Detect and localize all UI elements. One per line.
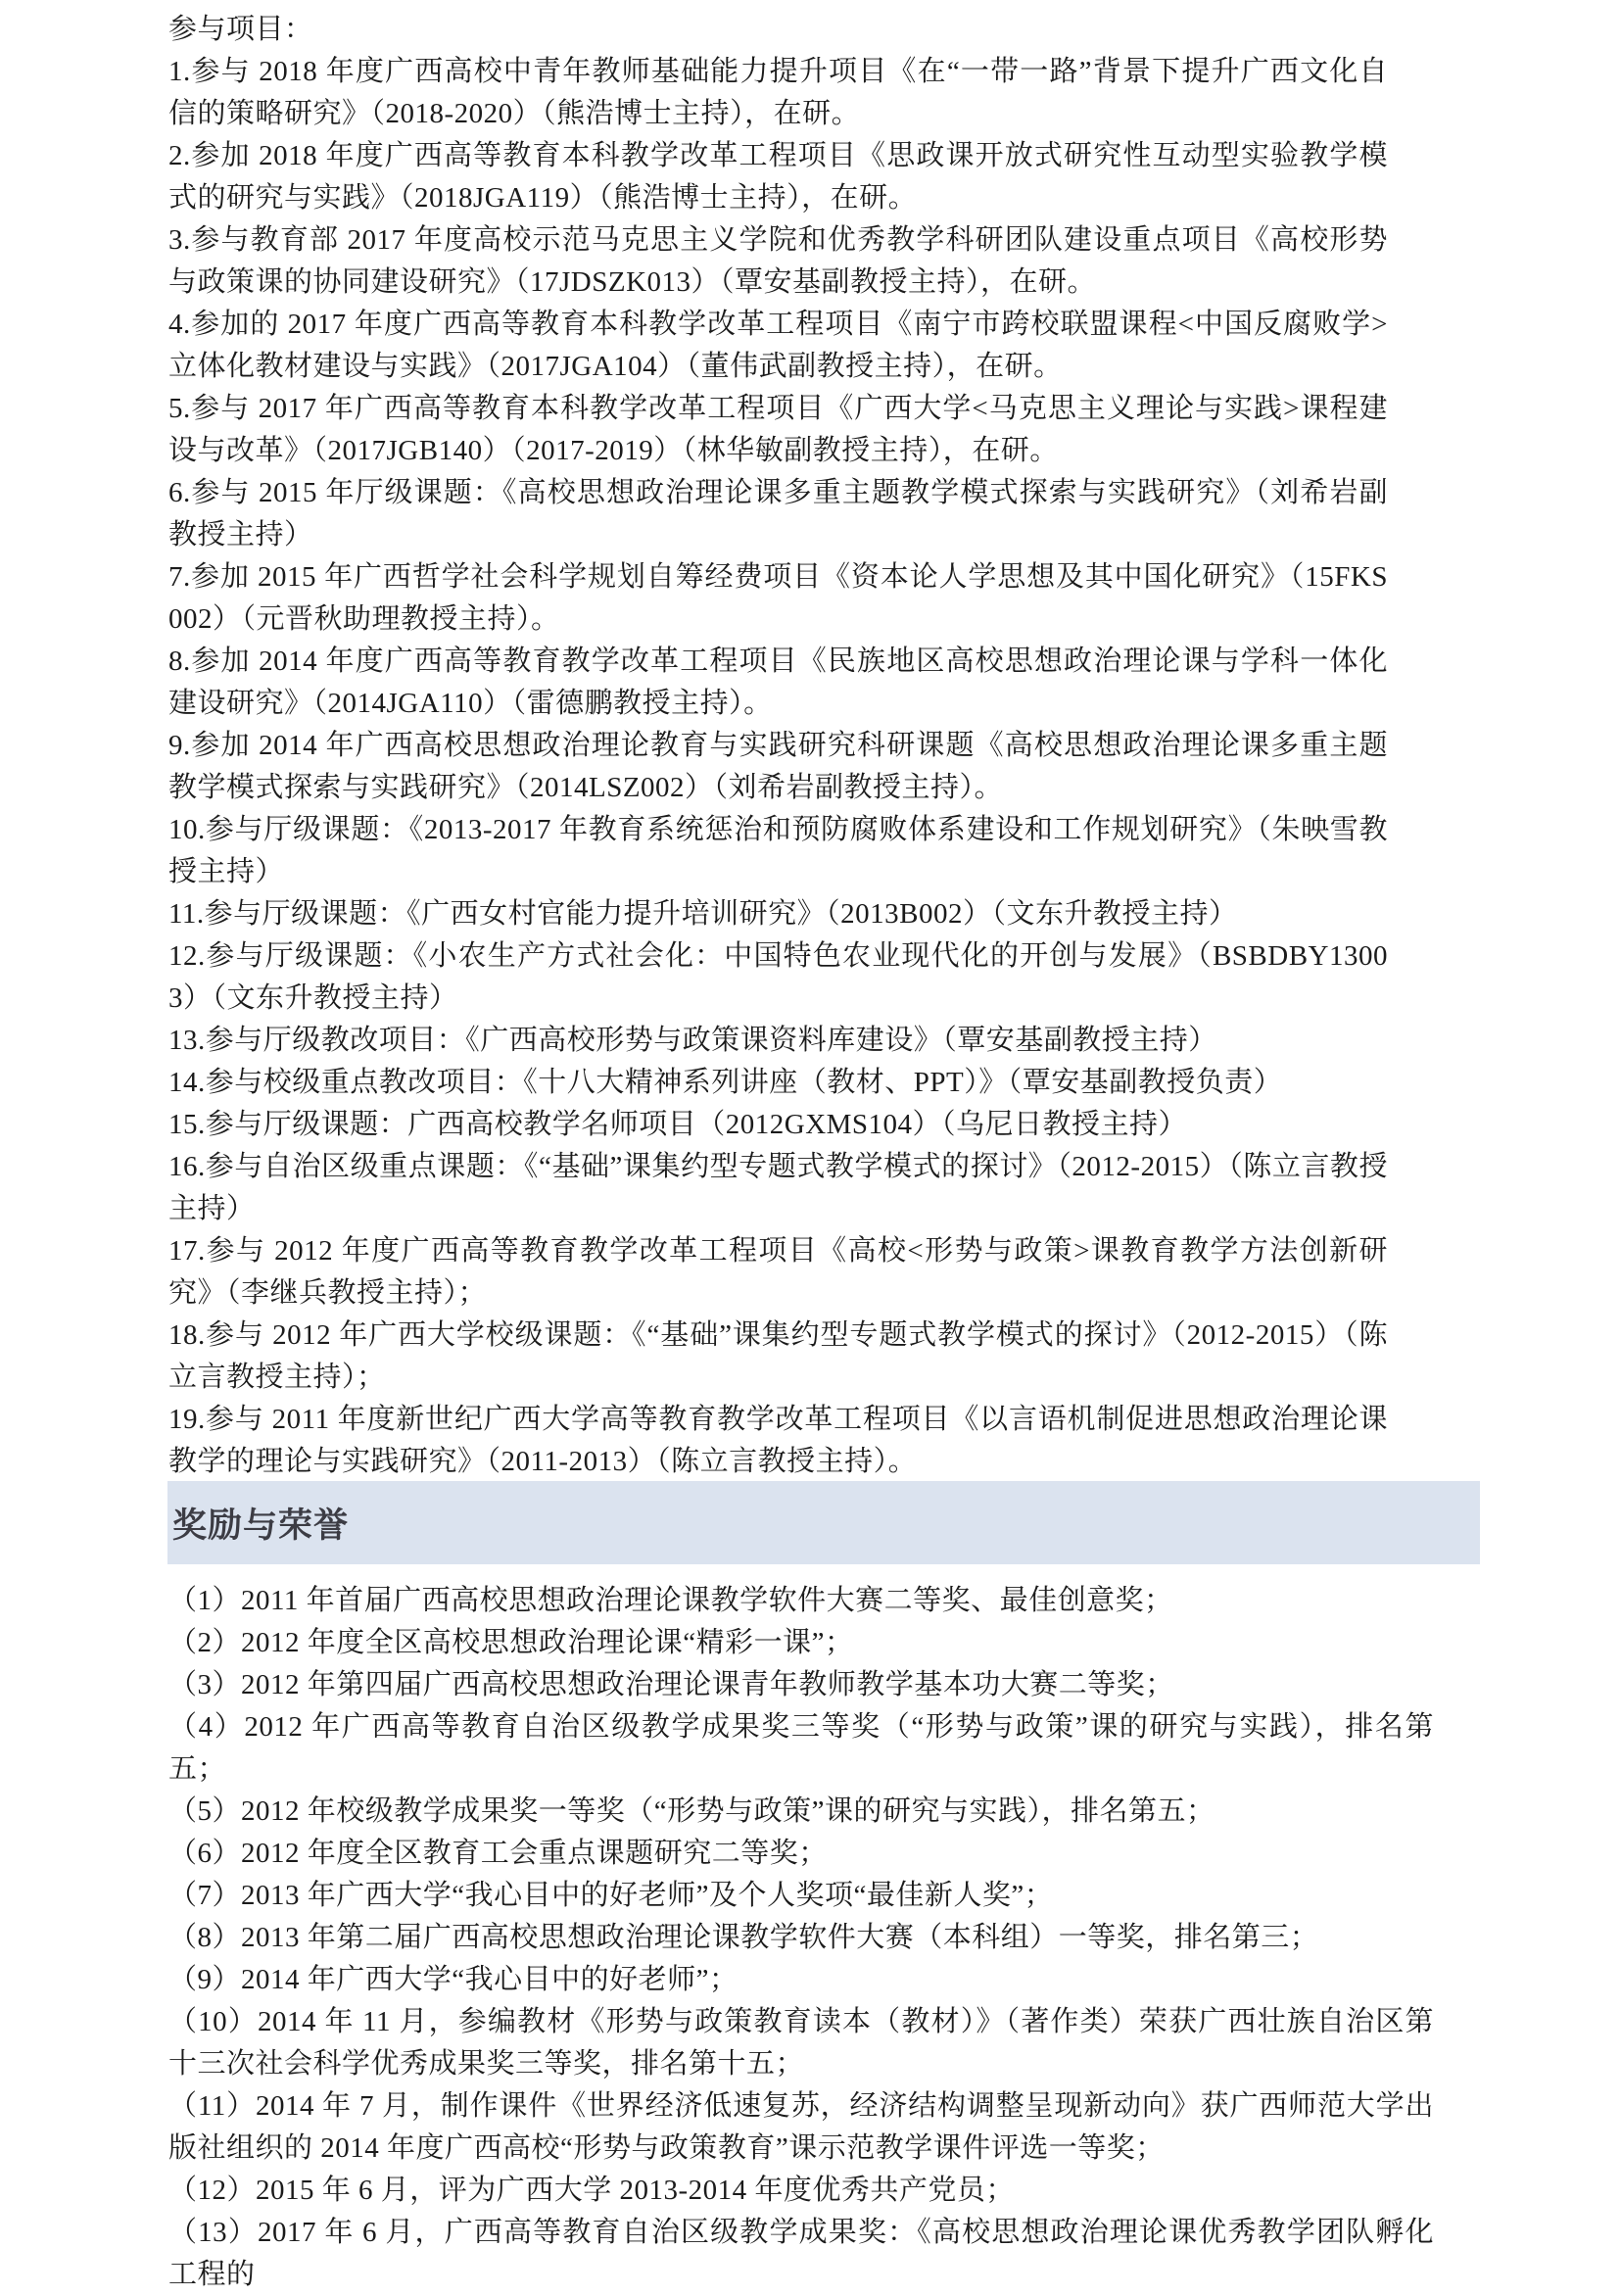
project-item: 13.参与厅级教改项目：《广西高校形势与政策课资料库建设》（覃安基副教授主持） (168, 1025, 1217, 1056)
award-item: （5）2012 年校级教学成果奖一等奖（“形势与政策”课的研究与实践），排名第五； (168, 1795, 1215, 1827)
project-item: 3.参与教育部 2017 年度高校示范马克思主义学院和优秀教学科研团队建设重点项目《高校形势与政策课的协同建设研究》（17JDSZK013）（覃安基副教授主持），在研。 (168, 224, 1388, 298)
project-item: 7.参加 2015 年广西哲学社会科学规划自筹经费项目《资本论人学思想及其中国化研究》（15FKS002）（元晋秋助理教授主持）。 (168, 561, 1388, 635)
projects-heading: 参与项目： (168, 14, 313, 45)
project-item: 15.参与厅级课题：广西高校教学名师项目（2012GXMS104）（乌尼日教授主持） (168, 1109, 1188, 1140)
project-item: 14.参与校级重点教改项目：《十八大精神系列讲座（教材、PPT）》（覃安基副教授负责） (168, 1067, 1283, 1098)
project-item: 8.参加 2014 年度广西高等教育教学改革工程项目《民族地区高校思想政治理论课与学科一体化建设研究》（2014JGA110）（雷德鹏教授主持）。 (168, 646, 1388, 719)
project-item: 19.参与 2011 年度新世纪广西大学高等教育教学改革工程项目《以言语机制促进思想政治理论课教学的理论与实践研究》（2011-2013）（陈立言教授主持）。 (168, 1404, 1388, 1477)
project-item: 5.参与 2017 年广西高等教育本科教学改革工程项目《广西大学<马克思主义理论与实践>课程建设与改革》（2017JGB140）（2017-2019）（林华敏副教授主持），在研。 (168, 393, 1388, 466)
award-item: （6）2012 年度全区教育工会重点课题研究二等奖； (168, 1838, 828, 1869)
project-item: 10.参与厅级课题：《2013-2017 年教育系统惩治和预防腐败体系建设和工作规划研究》（朱映雪教授主持） (168, 814, 1388, 887)
awards-section-title: 奖励与荣誉 (172, 1506, 350, 1545)
projects-section (168, 9, 1388, 1483)
award-item: （8）2013 年第二届广西高校思想政治理论课教学软件大赛（本科组）一等奖，排名第三； (168, 1922, 1319, 1953)
award-item: （7）2013 年广西大学“我心目中的好老师”及个人奖项“最佳新人奖”； (168, 1880, 1054, 1911)
project-item: 4.参加的 2017 年度广西高等教育本科教学改革工程项目《南宁市跨校联盟课程<中国反腐败学>立体化教材建设与实践》（2017JGA104）（董伟武副教授主持），在研。 (168, 309, 1388, 382)
award-item: （13）2017 年 6 月，广西高等教育自治区级教学成果奖：《高校思想政治理论课优秀教学团队孵化工程的 (168, 2217, 1434, 2290)
projects-list (168, 51, 1388, 1483)
project-item: 9.参加 2014 年广西高校思想政治理论教育与实践研究科研课题《高校思想政治理论课多重主题教学模式探索与实践研究》（2014LSZ002）（刘希岩副教授主持）。 (168, 730, 1388, 803)
award-item: （11）2014 年 7 月，制作课件《世界经济低速复苏，经济结构调整呈现新动向》获广西师范大学出版社组织的 2014 年度广西高校“形势与政策教育”课示范教学课件评选一等奖； (168, 2090, 1434, 2164)
project-item: 18.参与 2012 年广西大学校级课题：《“基础”课集约型专题式教学模式的探讨》（2012-2015）（陈立言教授主持）； (168, 1319, 1388, 1393)
project-item: 1.参与 2018 年度广西高校中青年教师基础能力提升项目《在“一带一路”背景下提升广西文化自信的策略研究》（2018-2020）（熊浩博士主持），在研。 (168, 56, 1388, 129)
award-item: （1）2011 年首届广西高校思想政治理论课教学软件大赛二等奖、最佳创意奖； (168, 1585, 1173, 1616)
awards-section (168, 1580, 1434, 2296)
award-item: （12）2015 年 6 月，评为广西大学 2013-2014 年度优秀共产党员； (168, 2175, 1015, 2206)
project-item: 16.参与自治区级重点课题：《“基础”课集约型专题式教学模式的探讨》（2012-2015）（陈立言教授主持） (168, 1151, 1388, 1224)
awards-section-header-band (167, 1481, 1480, 1564)
project-item: 12.参与厅级课题：《小农生产方式社会化：中国特色农业现代化的开创与发展》（BSBDBY13003）（文东升教授主持） (168, 940, 1388, 1014)
project-item: 17.参与 2012 年度广西高等教育教学改革工程项目《高校<形势与政策>课教育教学方法创新研究》（李继兵教授主持）； (168, 1235, 1388, 1309)
project-item: 2.参加 2018 年度广西高等教育本科教学改革工程项目《思政课开放式研究性互动型实验教学模式的研究与实践》（2018JGA119）（熊浩博士主持），在研。 (168, 140, 1388, 214)
project-item: 6.参与 2015 年厅级课题：《高校思想政治理论课多重主题教学模式探索与实践研究》（刘希岩副教授主持） (168, 477, 1388, 550)
award-item: （9）2014 年广西大学“我心目中的好老师”； (168, 1964, 739, 1995)
award-item: （10）2014 年 11 月，参编教材《形势与政策教育读本（教材）》（著作类）荣获广西壮族自治区第十三次社会科学优秀成果奖三等奖，排名第十五； (168, 2006, 1434, 2080)
project-item: 11.参与厅级课题：《广西女村官能力提升培训研究》（2013B002）（文东升教授主持） (168, 898, 1238, 930)
award-item: （3）2012 年第四届广西高校思想政治理论课青年教师教学基本功大赛二等奖； (168, 1669, 1174, 1700)
award-item: （2）2012 年度全区高校思想政治理论课“精彩一课”； (168, 1627, 854, 1658)
award-item: （4）2012 年广西高等教育自治区级教学成果奖三等奖（“形势与政策”课的研究与实践），排名第五； (168, 1711, 1434, 1785)
